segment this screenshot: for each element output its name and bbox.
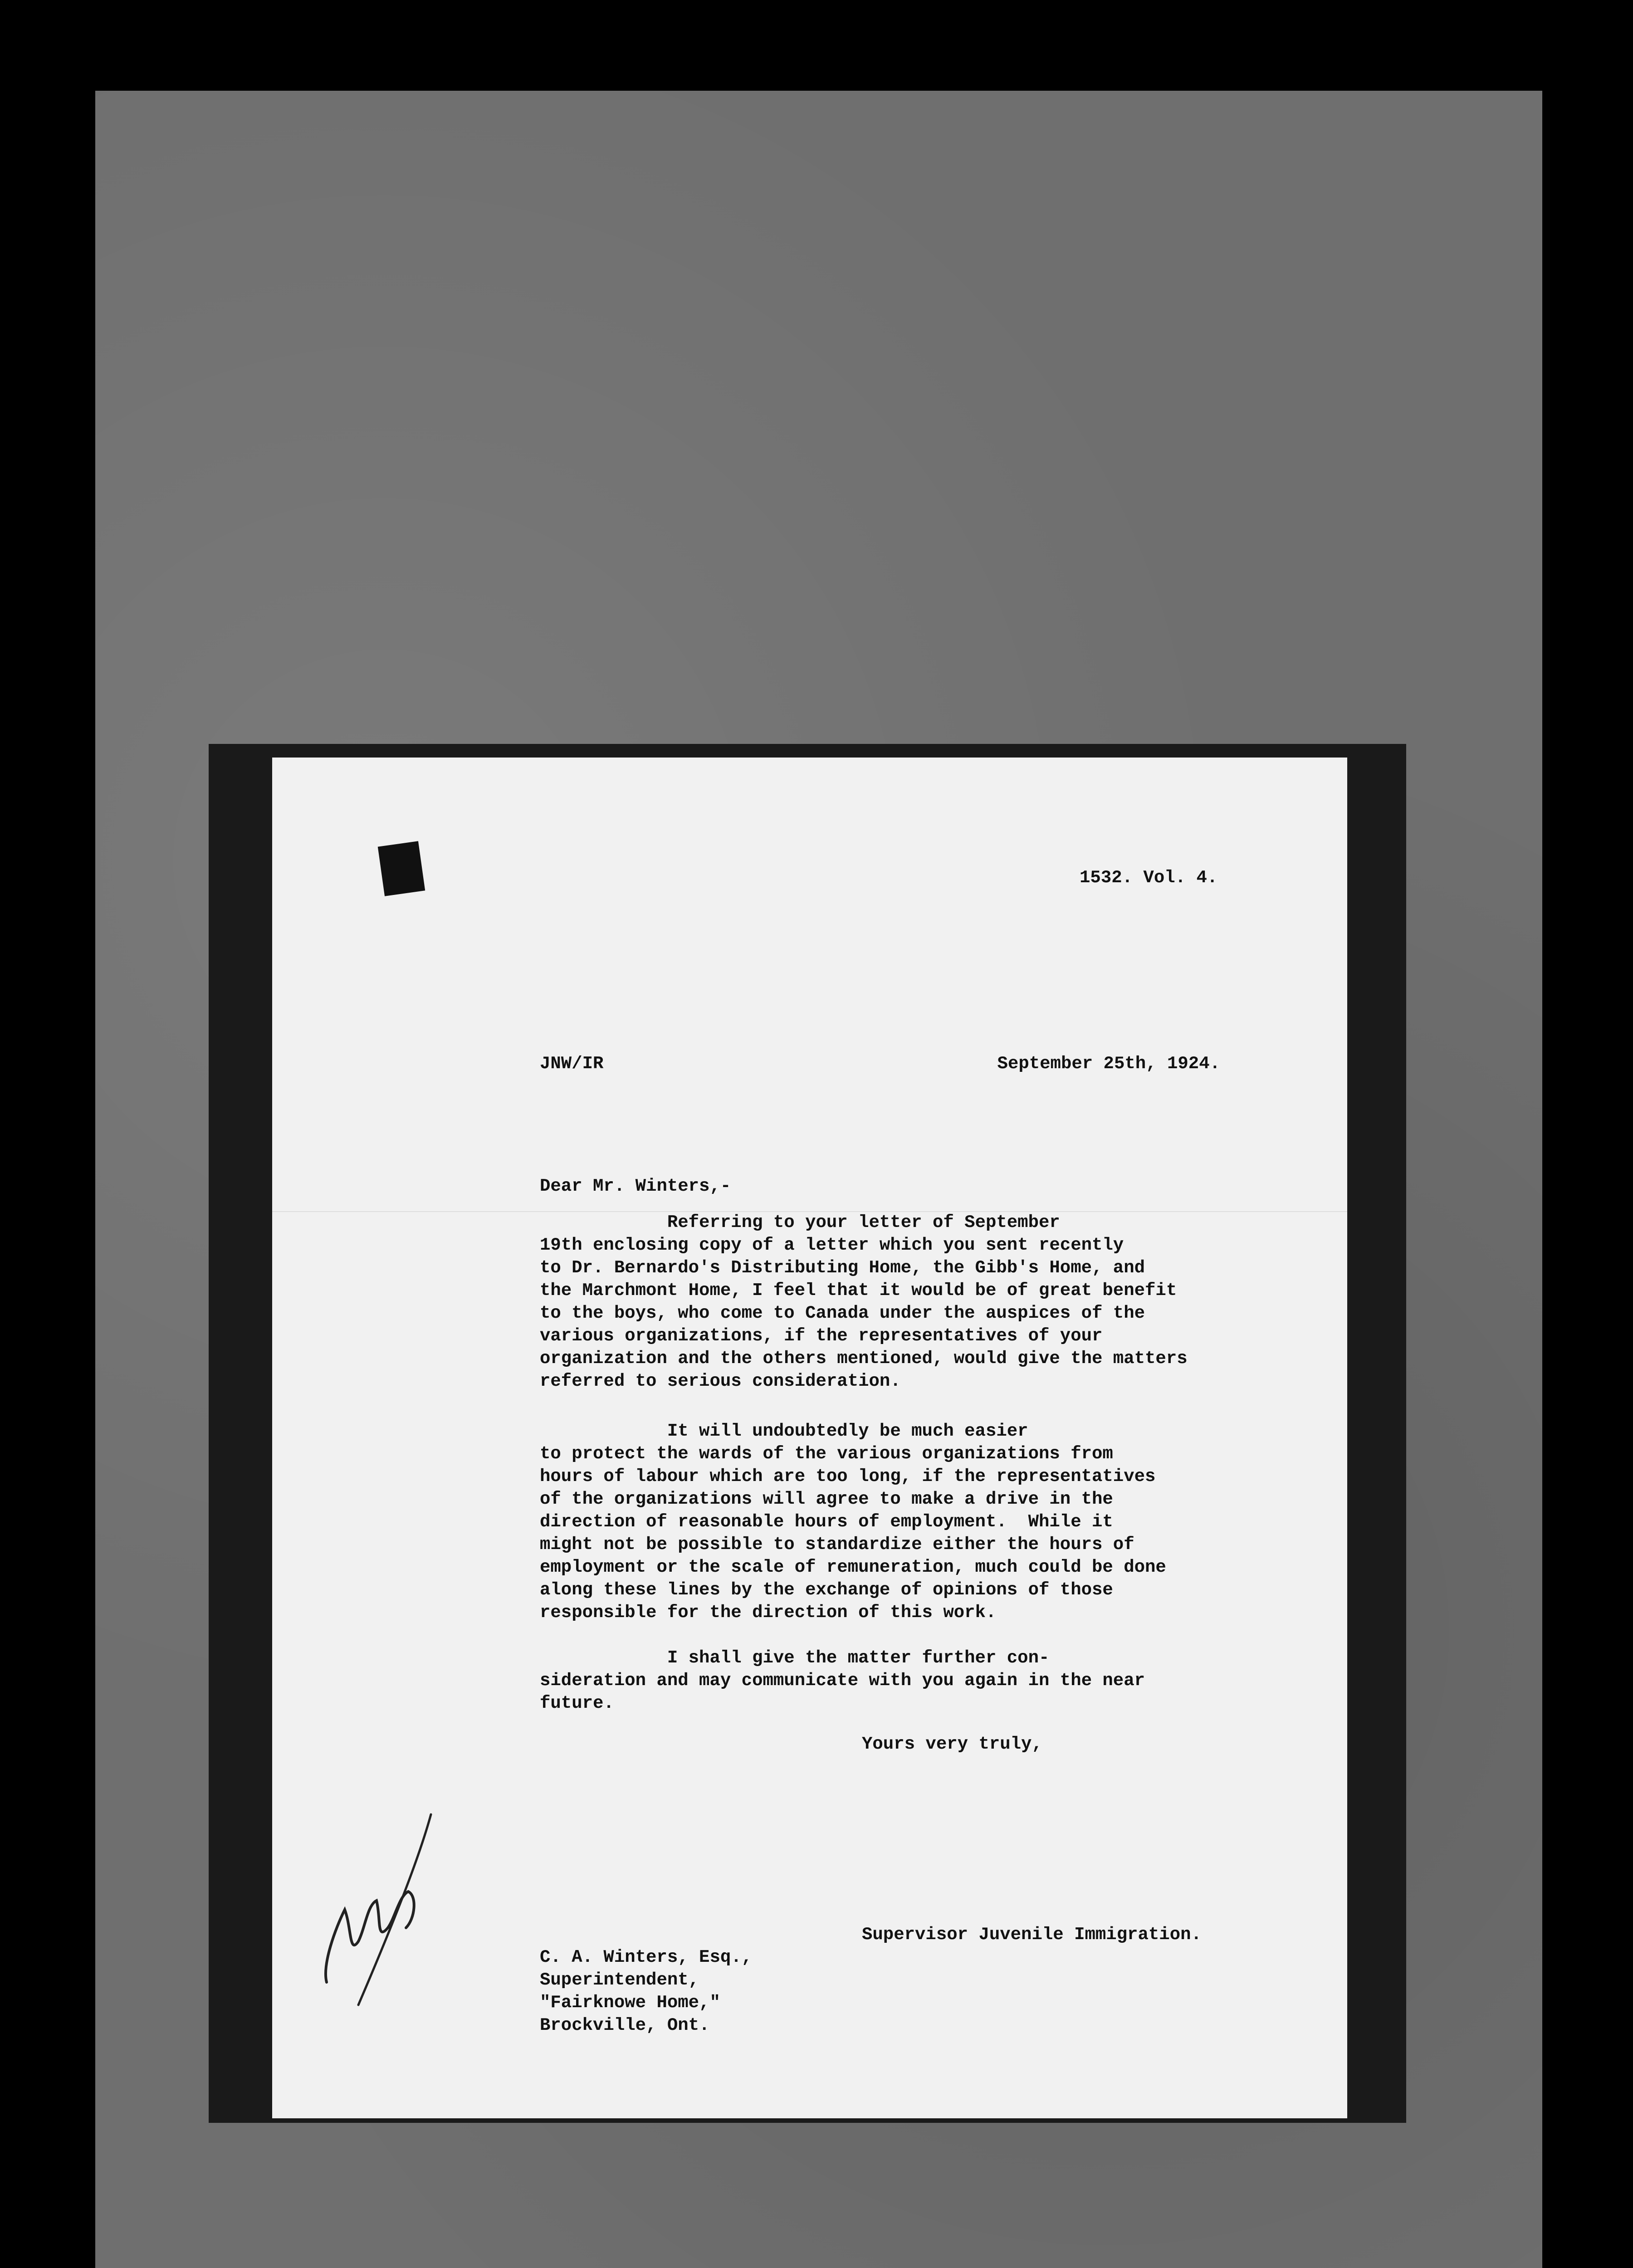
binder-tab-mark bbox=[378, 841, 425, 896]
closing: Yours very truly, bbox=[862, 1734, 1042, 1754]
handwritten-initials bbox=[308, 1792, 445, 2019]
recipient-address: C. A. Winters, Esq., Superintendent, "Fairknowe Home," Brockville, Ont. bbox=[540, 1947, 753, 2035]
file-reference: 1532. Vol. 4. bbox=[1080, 868, 1218, 888]
paragraph-1: Referring to your letter of September 19th enclosing copy of a letter which you sent recently to Dr. Bernardo's Distributing Home, the Gibb's Home, and the Marchmont Home, I feel that it would be of great benefit to the boys, who come to Canada under the auspices of the various organizations, if the representatives of your organization and the others mentioned, would give the matters referred to serious consideration. bbox=[540, 1212, 1188, 1391]
paragraph-2: It will undoubtedly be much easier to protect the wards of the various organizations from hours of labour which are too long, if the representatives of the organizations will agree to make a drive in the direction of reasonable hours of employment. While it might not be possible to standardize either the hours of employment or the scale of remuneration, much could be done along these lines by the exchange of opinions of those responsible for the direction of this work. bbox=[540, 1421, 1166, 1623]
salutation: Dear Mr. Winters,- bbox=[540, 1176, 731, 1196]
typist-initials: JNW/IR bbox=[540, 1054, 604, 1074]
letter-date: September 25th, 1924. bbox=[997, 1054, 1220, 1074]
letter-page bbox=[272, 758, 1347, 2118]
paragraph-3: I shall give the matter further con- sideration and may communicate with you again in the near future. bbox=[540, 1648, 1145, 1713]
signature-title: Supervisor Juvenile Immigration. bbox=[862, 1925, 1202, 1945]
